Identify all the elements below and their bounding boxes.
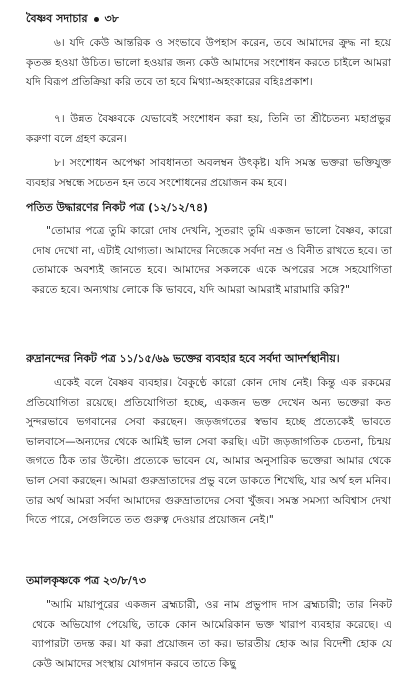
letter-heading-1: পতিত উদ্ধারণের নিকট পত্র (১২/১২/৭৪) [26,201,208,214]
letter-body-3: "আমি মায়াপুরের একজন ব্রহ্মচারী, ওর নাম প্রভুপাদ দাস ব্রহ্মচারী; তার নিকট থেকে অভিযোগ পেয়েছি, তাকে কোন আমেরিকান ভক্ত খারাপ ব্যবহার করেছে। এ ব্যাপারটা তদন্ত কর। যা করা প্রয়োজন তা কর। ভারতীয় হোক আর বিদেশী হোক যে কেউ আমাদের সংস্থায় যোগদান করবে তাতে কিছু [32,599,392,670]
page-number: ৩৮ [104,12,119,25]
bullet-icon [94,17,99,22]
paragraph-8: ৮। সংশোধন অপেক্ষা সাবধানতা অবলম্বন উৎকৃষ্ট। যদি সমস্ত ভক্তরা ভক্তিযুক্ত ব্যবহার সম্বন্ধে সচেতন হন তবে সংশোধনের প্রয়োজন কম হবে। [26,157,391,189]
letter-heading-3: তমালকৃষ্ণকে পত্র ২৩/৮/৭৩ [26,574,146,587]
letter-body-1: "তোমার পত্রে তুমি কারো দোষ দেখনি, সুতরাং তুমি একজন ভালো বৈষ্ণব, কারো দোষ দেখো না, এটাই যোগ্যতা। আমাদের নিজেকে সর্বদা নম্র ও বিনীত রাখতে হবে। তা তোমাকে অবশ্যই জানতে হবে। আমাদের সকলকে একে অপরের সঙ্গে সহযোগিতা করতে হবে। অন্যথায় লোকে কি ভাববে, যদি আমরা আমরাই মারামারি করি?" [32,225,392,296]
book-title: বৈষ্ণব সদাচার [26,12,88,25]
letter-body-2: একেই বলে বৈষ্ণব ব্যবহার। বৈকুণ্ঠে কারো কোন দোষ নেই। কিন্তু এক রকমের প্রতিযোগিতা রয়েছে। প্রতিযোগিতা হচ্ছে, একজন ভক্ত দেখেন অন্য ভক্তেরা কত সুন্দরভাবে ভগবানের সেবা করছেন। জড়জগতের স্বভাব হচ্ছে প্রত্যেকেই ভাবতে ভালবাসে—অন্যদের থেকে আমিই ভাল সেবা করছি। এটা জড়জাগতিক চেতনা, চিন্ময় জগতে ঠিক তার উল্টো। প্রত্যেকে ভাবেন যে, আমার অনুসারিক ভক্তেরা আমার থেকে ভাল সেবা করছেন। আমরা গুরুভ্রাতাদের প্রভু বলে ডাকতে শিখেছি, যার অর্থ হল মনিব। তার অর্থ আমরা সর্বদা আমাদের গুরুভ্রাতাদের সেবা খুঁজব। সমস্ত সমস্যা অবিশ্বাস দেখা দিতে পারে, সেগুলিতে তত গুরুত্ব দেওয়ার প্রয়োজন নেই।" [26,377,391,527]
paragraph-7: ৭। উন্নত বৈষ্ণবকে যেভাবেই সংশোধন করা হয়, তিনি তা শ্রীচৈতন্য মহাপ্রভুর করুণা বলে গ্রহণ করেন। [26,113,391,145]
letter-heading-2: রুদ্রানন্দের নিকট পত্র ১১/১৫/৬৯ ভক্তের ব্যবহার হবে সর্বদা আদর্শস্থানীয়। [26,352,340,365]
paragraph-6: ৬। যদি কেউ আন্তরিক ও সংভাবে উপহাস করেন, তবে আমাদের ক্রুদ্ধ না হয়ে কৃতজ্ঞ হওয়া উচিত। ভালো হওয়ার জন্য কেউ আমাদের সংশোধন করতে চাইলে আমরা যদি বিরূপ প্রতিক্রিয়া করি তবে তা হবে মিথ্যা-অহংকারের বহিঃপ্রকাশ। [26,37,391,89]
running-header [26,10,119,29]
